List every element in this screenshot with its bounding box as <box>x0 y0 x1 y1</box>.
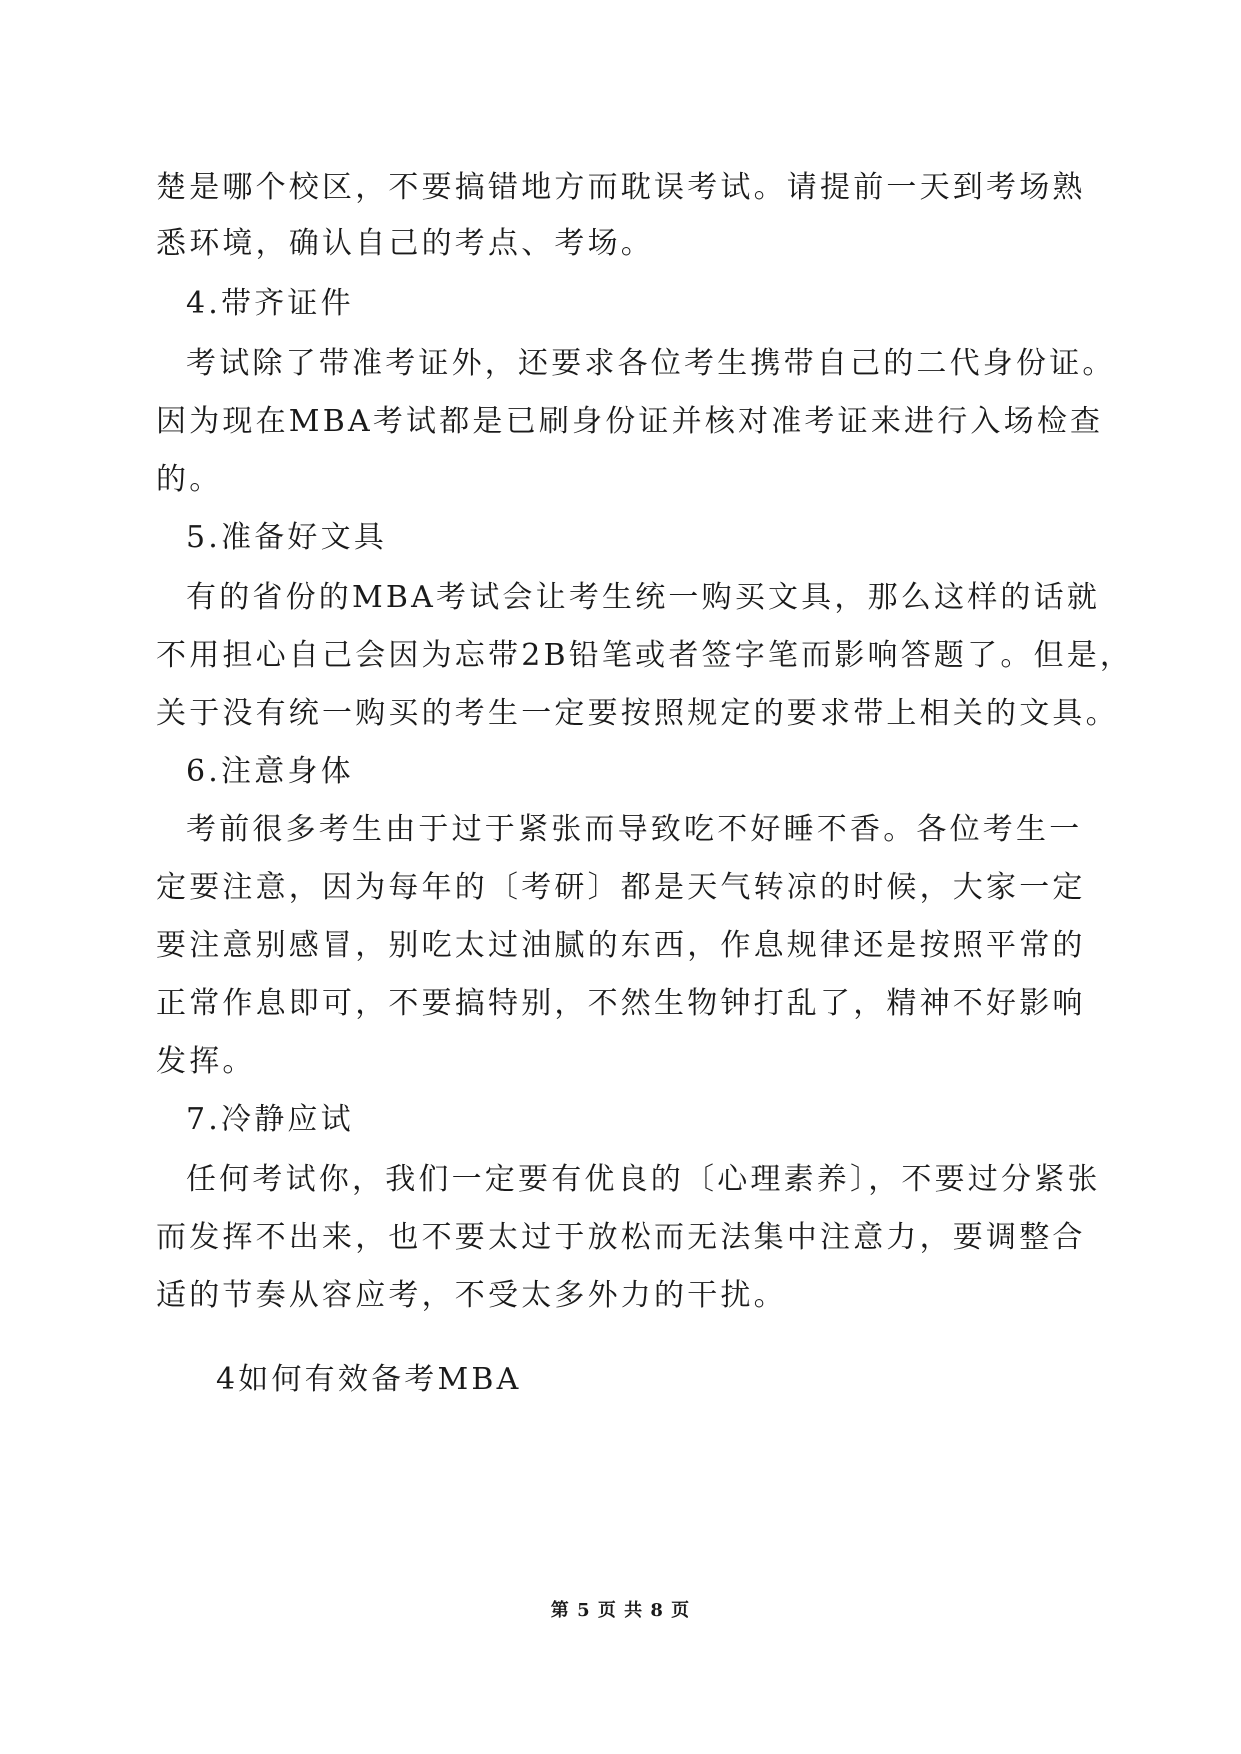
body-line: 发挥。 <box>156 1044 256 1079</box>
body-line: 关于没有统一购买的考生一定要按照规定的要求带上相关的文具。 <box>156 696 1119 731</box>
body-line: 而发挥不出来，也不要太过于放松而无法集中注意力，要调整合 <box>156 1220 1086 1255</box>
body-line: 考前很多考生由于过于紧张而导致吃不好睡不香。各位考生一 <box>186 812 1083 847</box>
body-line: 因为现在MBA考试都是已刷身份证并核对准考证来进行入场检查 <box>156 404 1104 439</box>
body-line: 定要注意，因为每年的〔考研〕都是天气转凉的时候，大家一定 <box>156 870 1086 905</box>
section-heading: 4.带齐证件 <box>186 286 354 321</box>
body-line: 不用担心自己会因为忘带2B铅笔或者签字笔而影响答题了。但是， <box>156 638 1134 673</box>
body-line: 悉环境，确认自己的考点、考场。 <box>156 226 654 261</box>
body-line: 楚是哪个校区，不要搞错地方而耽误考试。请提前一天到考场熟 <box>156 170 1086 205</box>
body-line: 要注意别感冒，别吃太过油腻的东西，作息规律还是按照平常的 <box>156 928 1086 963</box>
body-line: 的。 <box>156 462 223 497</box>
body-line: 正常作息即可，不要搞特别，不然生物钟打乱了，精神不好影响 <box>156 986 1086 1021</box>
section-heading: 6.注意身体 <box>186 754 354 789</box>
body-line: 有的省份的MBA考试会让考生统一购买文具，那么这样的话就 <box>186 580 1101 615</box>
section-heading: 5.准备好文具 <box>186 520 388 555</box>
body-line: 适的节奏从容应考，不受太多外力的干扰。 <box>156 1278 787 1313</box>
section-heading: 7.冷静应试 <box>186 1102 354 1137</box>
body-line: 任何考试你，我们一定要有优良的〔心理素养〕，不要过分紧张 <box>186 1162 1101 1197</box>
chapter-heading: 4如何有效备考MBA <box>216 1362 522 1397</box>
page-footer: 第 5 页 共 8 页 <box>550 1600 691 1621</box>
body-line: 考试除了带准考证外，还要求各位考生携带自己的二代身份证。 <box>186 346 1116 381</box>
